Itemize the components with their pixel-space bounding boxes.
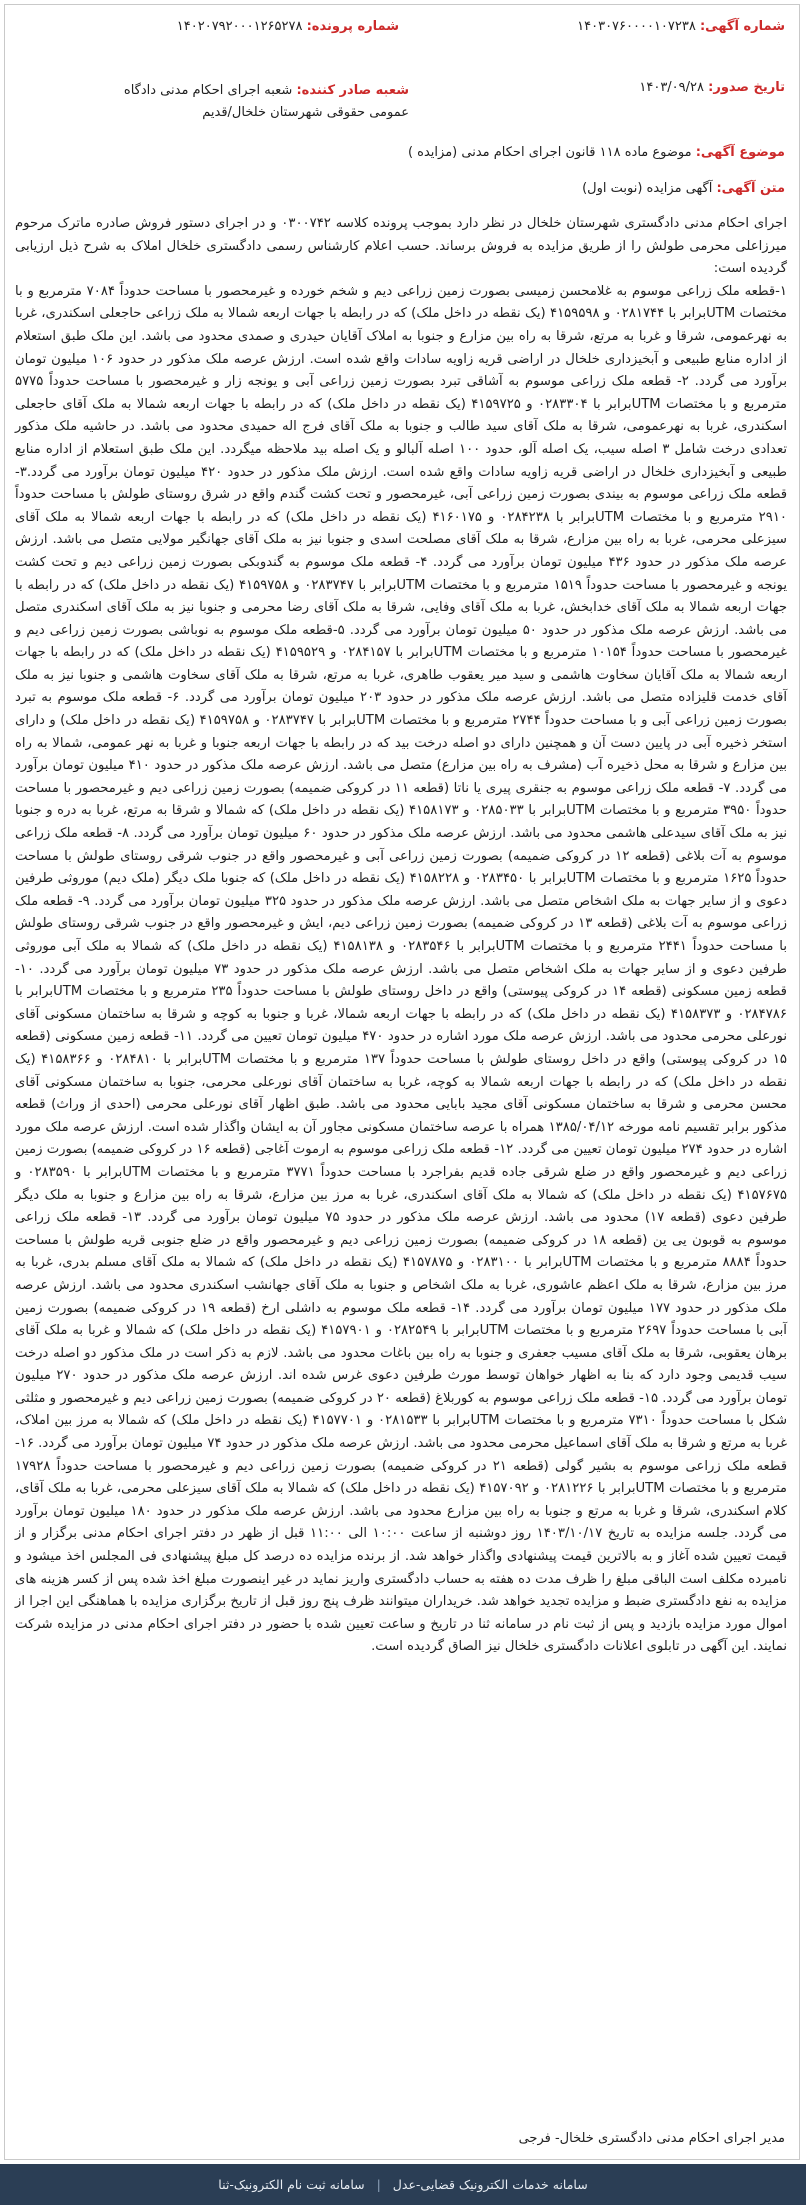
- footer-bar: [0, 2164, 806, 2205]
- ad-number: ۱۴۰۳۰۷۶۰۰۰۰۱۰۷۲۳۸: [577, 19, 696, 34]
- text-title: آگهی مزایده (نوبت اول): [582, 181, 713, 196]
- case-number-row: [177, 19, 399, 34]
- signature: مدیر اجرای احکام مدنی دادگستری خلخال- فرجی: [518, 2131, 785, 2146]
- ad-number-row: [577, 19, 785, 34]
- ad-number-label: شماره آگهی:: [699, 19, 785, 34]
- issuer-row: [109, 80, 409, 124]
- footer-separator: |: [376, 2177, 381, 2192]
- issue-date-row: [639, 80, 785, 95]
- issue-date-label: تاریخ صدور:: [708, 80, 785, 95]
- case-number: ۱۴۰۲۰۷۹۲۰۰۰۱۲۶۵۲۷۸: [176, 19, 303, 34]
- topic-row: [408, 145, 785, 160]
- case-number-label: شماره پرونده:: [306, 19, 399, 34]
- footer-link-adl[interactable]: سامانه خدمات الکترونیک قضایی-عدل: [392, 2177, 588, 2192]
- issue-date: ۱۴۰۳/۰۹/۲۸: [639, 80, 704, 95]
- notice-header: [5, 5, 799, 129]
- topic: موضوع ماده ۱۱۸ قانون اجرای احکام مدنی (مزایده ): [407, 145, 692, 160]
- issuer-label: شعبه صادر کننده:: [296, 83, 409, 98]
- main-paragraph: ۱-قطعه ملک زراعی موسوم به غلامحسن زمیسی بصورت زمین زراعی دیم و شخم خورده و غیرمحصور با مساحت حدوداً ۷۰۸۴ مترمربع و با مختصات UTMبرابر با ۰۲۸۱۷۴۴ و ۴۱۵۹۵۹۸ (یک نقطه در داخل ملک) که در رابطه با جهات اربعه شمالا به ملک زراعی حاجعلی اسکندری، غربا به نهرعمومی، شرقا و غربا به مرتع، شرقا به راه بین مزارع و جنوبا به املاک آقایان حیدری و صمدی محدود می باشد. این ملک طبق استعلام از اداره منابع طبیعی و آبخیزداری خلخال در اراضی قریه زاویه سادات واقع شده است. ارزش عرصه ملک مذکور در حدود ۱۰۶ میلیون تومان برآورد می گردد. ۲- قطعه ملک زراعی موسوم به آشاقی تبرد بصورت زمین زراعی آبی و یونجه زار و غیرمحصور با مساحت حدوداً ۵۷۷۵ مترمربع و با مختصات UTMبرابر با ۰۲۸۳۳۰۴ و ۴۱۵۹۷۲۵ (یک نقطه در داخل ملک) که در رابطه با جهات اربعه شمالا به ملک آقای حاجعلی اسکندری، غربا به نهرعمومی، شرقا به ملک آقای سید طالب و جنوبا به ملک آقای فرج اله حمیدی محدود می باشد. در حاشیه ملک مذکور تعدادی درخت شامل ۳ اصله سیب، یک اصله آلو، حدود ۱۰۰ اصله آلبالو و یک اصله بید ملاحظه میگردد. این ملک طبق استعلام از اداره منابع طبیعی و آبخیزداری خلخال در اراضی قریه زاویه سادات واقع شده است. ارزش ملک مذکور در حدود ۴۲۰ میلیون تومان برآورد می گردد.۳- قطعه ملک زراعی موسوم به بیندی بصورت زمین زراعی آبی، غیرمحصور و تحت کشت گندم واقع در شرق روستای طولش با مساحت حدوداً ۲۹۱۰ مترمربع و با مختصات UTMبرابر با ۰۲۸۴۲۳۸ و ۴۱۶۰۱۷۵ (یک نقطه در داخل ملک) که در رابطه با جهات اربعه شمالا به ملک آقای سیزعلی محرمی، غربا به راه بین مزارع، شرقا به ملک آقای مصلحت اسدی و جنوبا نیز به ملک آقای جهانگیر مولایی متصل می باشد. ارزش عرصه ملک مذکور در حدود ۴۳۶ میلیون تومان برآورد می گردد. ۴- قطعه ملک موسوم به گندوبکی بصورت زمین زراعی دیم و تحت کشت یونجه و غیرمحصور با مساحت حدوداً ۱۵۱۹ مترمربع و با مختصات UTMبرابر با ۰۲۸۳۷۴۷ و ۴۱۵۹۷۵۸ (یک نقطه در داخل ملک) که در رابطه با جهات اربعه شمالا به ملک آقای خدابخش، غربا به ملک آقای وفایی، شرقا به ملک آقای رضا محرمی و جنوبا نیز به ملک آقای اسکندری متصل می باشد. ارزش عرصه ملک مذکور در حدود ۵۰ میلیون تومان برآورد می گردد. ۵-قطعه ملک موسوم به نوباشی بصورت زمین زراعی دیم و غیرمحصور با مساحت حدوداً ۱۰۱۵۴ مترمربع و با مختصات UTMبرابر با ۰۲۸۴۱۵۷ و ۴۱۵۹۵۲۹ (یک نقطه در داخل ملک) که در رابطه با جهات اربعه شمالا به ملک آقایان سخاوت هاشمی و سید میر یعقوب طاهری، غربا به مرتع، شرقا به ملک آقای سخاوت هاشمی و جنوبا نیز به ملک آقای خدمت قلیزاده متصل می باشد. ارزش عرصه ملک مذکور در حدود ۲۰۳ میلیون تومان برآورد می گردد. ۶- قطعه ملک موسوم به تبرد بصورت زمین زراعی آبی و با مساحت حدوداً ۲۷۴۴ مترمربع و با مختصات UTMبرابر با ۰۲۸۳۷۴۷ و ۴۱۵۹۷۵۸ (یک نقطه در داخل ملک) و دارای استخر ذخیره آبی در پایین دست آن و همچنین دارای دو اصله درخت بید که در رابطه با جهات اربعه جنوبا و غربا به نهر عمومی، شمالا به راه بین مزارع و شرقا به محل ذخیره آب (مشرف به راه بین مزارع) متصل می باشد. ارزش عرصه ملک مذکور در حدود ۴۱۰ میلیون تومان برآورد می گردد. ۷- قطعه ملک زراعی موسوم به جنقری پیری یا ناتا (قطعه ۱۱ در کروکی ضمیمه) بصورت زمین زراعی دیم و غیرمحصور با مساحت حدوداً ۳۹۵۰ مترمربع و با مختصات UTMبرابر با ۰۲۸۵۰۳۳ و ۴۱۵۸۱۷۳ (یک نقطه در داخل ملک) که شمالا و شرقا به مرتع، غربا به دره و جنوبا نیز به ملک آقای سیدعلی هاشمی محدود می باشد. ارزش عرصه ملک مذکور در حدود ۶۰ میلیون تومان برآورد می گردد. ۸- قطعه ملک زراعی موسوم به آت بلاغی (قطعه ۱۲ در کروکی ضمیمه) بصورت زمین زراعی آبی و غیرمحصور واقع در جنوب شرقی روستای طولش با مساحت حدوداً ۱۶۲۵ مترمربع و با مختصات UTMبرابر با ۰۲۸۳۴۵۰ و ۴۱۵۸۲۲۸ (یک نقطه در داخل ملک) که جنوبا ملک دیگر (ملک دیم) موروثی طرفین دعوی و از سایر جهات به ملک اشخاص متصل می باشد. ارزش عرصه ملک مذکور در حدود ۳۲۵ میلیون تومان برآورد می گردد. ۹- قطعه ملک زراعی موسوم به آت بلاغی (قطعه ۱۳ در کروکی ضمیمه) بصورت زمین زراعی دیم، ایش و غیرمحصور واقع در جنوب شرقی روستای طولش با مساحت حدوداً ۲۴۴۱ مترمربع و با مختصات UTMبرابر با ۰۲۸۳۵۴۶ و ۴۱۵۸۱۳۸ (یک نقطه در داخل ملک) که شمالا به ملک آبی موروثی طرفین دعوی و از سایر جهات به ملک اشخاص متصل می باشد. ارزش عرصه ملک مذکور در حدود ۷۳ میلیون تومان برآورد می گردد. ۱۰- قطعه زمین مسکونی (قطعه ۱۴ در کروکی پیوستی) واقع در داخل روستای طولش با مساحت حدوداً ۲۳۵ مترمربع و با مختصات UTMبرابر با ۰۲۸۴۷۸۶ و ۴۱۵۸۳۷۳ (یک نقطه در داخل ملک) که در رابطه با جهات اربعه شمالا، غربا و جنوبا به کوچه و شرقا به ساختمان مسکونی آقای نورعلی محرمی محدود می باشد. ارزش عرصه ملک مورد اشاره در حدود ۴۷۰ میلیون تومان تعیین می گردد. ۱۱- قطعه زمین مسکونی (قطعه ۱۵ در کروکی پیوستی) واقع در داخل روستای طولش با مساحت حدوداً ۱۳۷ مترمربع و با مختصات UTMبرابر با ۰۲۸۴۸۱۰ و ۴۱۵۸۳۶۶ (یک نقطه در داخل ملک) که در رابطه با جهات اربعه شمالا به کوچه، غربا به ساختمان آقای نورعلی محرمی، جنوبا به ساختمان مسکونی آقای محسن محرمی و شرقا به ساختمان مسکونی آقای مجید بابایی محدود می باشد. طبق اظهار آقای نورعلی محرمی (احدی از وراث) قطعه مذکور برابر تقسیم نامه مورخه ۱۳۸۵/۰۴/۱۲ همراه با عرصه ساختمان مسکونی مجاور آن به ایشان واگذار شده است. ارزش عرصه ملک مورد اشاره در حدود ۲۷۴ میلیون تومان تعیین می گردد. ۱۲- قطعه ملک زراعی موسوم به ارموت آغاجی (قطعه ۱۶ در کروکی ضمیمه) بصورت زمین زراعی دیم و غیرمحصور واقع در ضلع شرقی جاده قدیم بفراجرد با مساحت حدوداً ۳۷۷۱ مترمربع و با مختصات UTMبرابر با ۰۲۸۳۵۹۰ و ۴۱۵۷۶۷۵ (یک نقطه در داخل ملک) که شمالا به ملک آقای اسکندری، غربا به مرز بین مزارع، شرقا به راه بین مزارع و جنوبا به ملک دیگر طرفین دعوی (قطعه ۱۷) محدود می باشد. ارزش عرصه ملک مذکور در حدود ۷۵ میلیون تومان برآورد می گردد. ۱۳- قطعه ملک زراعی موسوم به قوبون یی ین (قطعه ۱۸ در کروکی ضمیمه) بصورت زمین زراعی دیم و غیرمحصور واقع در ضلع جنوبی قریه طولش با مساحت حدوداً ۸۸۸۴ مترمربع و با مختصات UTMبرابر با ۰۲۸۳۱۰۰ و ۴۱۵۷۸۷۵ (یک نقطه در داخل ملک) که شمالا به ملک آقای مسلم بدری، غربا به مرز بین مزارع، شرقا به ملک اعظم عاشوری، غربا به ملک اشخاص و جنوبا به ملک آقای جهانشب اسکندری محدود می باشد. ارزش عرصه ملک مذکور در حدود ۱۷۷ میلیون تومان برآورد می گردد. ۱۴- قطعه ملک موسوم به داشلی ارخ (قطعه ۱۹ در کروکی ضمیمه) بصورت زمین آبی با مساحت حدوداً ۲۶۹۷ مترمربع و با مختصات UTMبرابر با ۰۲۸۲۵۴۹ و ۴۱۵۷۹۰۱ (یک نقطه در داخل ملک) که شمالا و غربا به ملک آقای برهان یعقوبی، شرقا به ملک آقای مسیب جعفری و جنوبا به راه بین باغات محدود می باشد. لازم به ذکر است در ملک مذکور دو اصله درخت سیب قدیمی وجود دارد که بنا به اظهار خواهان توسط مورث طرفین دعوی غرس شده اند. ارزش عرصه ملک مذکور در حدود ۲۷۰ میلیون تومان برآورد می گردد. ۱۵- قطعه ملک زراعی موسوم به کوربلاغ (قطعه ۲۰ در کروکی ضمیمه) بصورت زمین زراعی دیم و غیرمحصور و مثلثی شکل با مساحت حدوداً ۷۳۱۰ مترمربع و با مختصات UTMبرابر با ۰۲۸۱۵۳۳ و ۴۱۵۷۷۰۱ (یک نقطه در داخل ملک) که شمالا به مرز بین املاک، غربا به مرتع و شرقا به ملک آقای اسماعیل محرمی محدود می باشد. ارزش عرصه ملک مذکور در حدود ۷۴ میلیون تومان برآورد می گردد. ۱۶- قطعه ملک زراعی موسوم به بشیر گولی (قطعه ۲۱ در کروکی ضمیمه) بصورت زمین زراعی دیم و غیرمحصور با مساحت حدوداً ۱۷۹۲۸ مترمربع و با مختصات UTMبرابر با ۰۲۸۱۲۲۶ و ۴۱۵۷۰۹۲ (یک نقطه در داخل ملک) که شمالا به ملک آقای سیزعلی محرمی، غربا به ملک آقای، کلام اسکندری، شرقا و غربا به مرتع و جنوبا به راه بین مزارع محدود می باشد. ارزش عرصه ملک مذکور در حدود ۱۸۰ میلیون تومان برآورد می گردد. جلسه مزایده به تاریخ ۱۴۰۳/۱۰/۱۷ روز دوشنبه از ساعت ۱۰:۰۰ الی ۱۱:۰۰ قبل از ظهر در دفتر اجرای احکام مدنی برگزار و از قیمت تعیین شده آغاز و به بالاترین قیمت پیشنهادی واگذار خواهد شد. از برنده مزایده ده درصد کل مبلغ پیشنهادی فی المجلس اخذ میشود و نامبرده مکلف است الباقی مبلغ را ظرف مدت ده هفته به حساب دادگستری واریز نماید در غیر اینصورت مبلغ اخذ شده پس از کسر هزینه های مزایده به نفع دادگستری ضبط و مزایده تجدید خواهد شد. خریداران میتوانند ظرف پنج روز قبل از تاریخ برگزاری مزایده با هماهنگی این اجرا از اموال مورد مزایده بازدید و پس از ثبت نام در سامانه ثنا در تاریخ و ساعت تعیین شده با حضور در دفتر اجرای احکام مدنی در مزایده شرکت نمایند. این آگهی در تابلوی اعلانات دادگستری خلخال نیز الصاق گردیده است.: [15, 283, 788, 1655]
- legal-notice: [4, 4, 800, 2160]
- topic-label: موضوع آگهی:: [695, 145, 785, 160]
- footer-link-sana[interactable]: سامانه ثبت نام الکترونیک-ثنا: [218, 2177, 365, 2192]
- issuer: شعبه اجرای احکام مدنی دادگاه عمومی حقوقی شهرستان خلخال/قدیم: [123, 83, 409, 120]
- text-title-row: [582, 181, 785, 196]
- intro-paragraph: اجرای احکام مدنی دادگستری شهرستان خلخال در نظر دارد بموجب پرونده کلاسه ۰۳۰۰۷۴۲ و در اجرای دستور فروش صادره ماترک مرحوم میرزاعلی محرمی طولش را از طریق مزایده به فروش برساند. حسب اعلام کارشناس رسمی دادگستری خلخال املاک به شرح ذیل ارزیابی گردیده است:: [15, 216, 787, 277]
- text-label: متن آگهی:: [716, 181, 785, 196]
- notice-body: [15, 213, 787, 1659]
